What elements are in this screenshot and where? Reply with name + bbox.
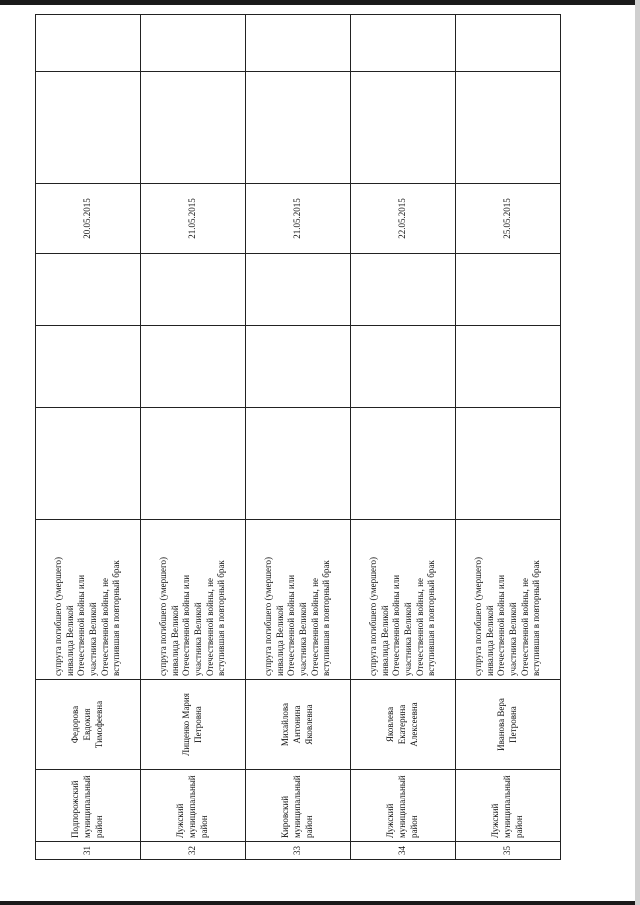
empty-cell [351, 408, 456, 520]
status-cell [141, 520, 246, 680]
empty-cell [246, 408, 351, 520]
person-name-cell-line: Яковлева [385, 706, 396, 743]
status-cell-line: участника Великой [193, 602, 203, 676]
person-name-cell-line: Алексеевна [408, 702, 419, 747]
table-row [351, 15, 456, 860]
status-cell [246, 520, 351, 680]
status-cell-line: инвалида Великой [64, 605, 75, 676]
district-cell-line: район [408, 815, 419, 838]
status-cell [351, 520, 456, 680]
scan-edge-top [0, 0, 640, 5]
empty-cell [456, 15, 561, 72]
table-body [36, 15, 561, 860]
person-name-cell-line: Евдокия [82, 708, 93, 741]
empty-cell [36, 326, 141, 408]
district-cell-line: муниципальный [187, 775, 198, 838]
empty-cell [351, 15, 456, 72]
empty-cell [246, 254, 351, 326]
status-cell-line: участника Великой [403, 602, 413, 676]
status-cell-line: Отечественной войны, не [414, 578, 425, 676]
row-number-cell: 31 [36, 842, 141, 860]
district-cell [246, 770, 351, 842]
district-cell-line: Кировский [280, 795, 291, 838]
status-cell-line: вступившая в повторный брак [321, 560, 332, 676]
person-name-cell-line: Екатерина [397, 704, 408, 745]
person-name-cell [141, 680, 246, 770]
status-cell-line: участника Великой [298, 602, 308, 676]
person-name-cell [456, 680, 561, 770]
status-cell-line: Отечественной войны или [181, 574, 192, 676]
table-row [246, 15, 351, 860]
status-cell-line: инвалида Великой [379, 605, 390, 676]
recipients-table [35, 14, 561, 860]
status-cell-line: Отечественной войны, не [519, 578, 530, 676]
district-cell [36, 770, 141, 842]
district-cell-line: Лужский [490, 803, 501, 838]
person-name-cell-line: Михайлова [280, 702, 291, 747]
district-cell-line: муниципальный [397, 775, 408, 838]
empty-cell [36, 408, 141, 520]
empty-cell [36, 254, 141, 326]
status-cell-line: инвалида Великой [169, 605, 180, 676]
status-cell-line: супруга погибшего (умершего) [52, 556, 63, 676]
district-cell-line: муниципальный [82, 775, 93, 838]
date-cell: 21.05.2015 [141, 184, 246, 254]
person-name-cell-line: Яковлевна [303, 704, 314, 745]
district-cell-line: муниципальный [292, 775, 303, 838]
district-cell-line: Лужский [385, 803, 396, 838]
scan-edge-right [635, 0, 640, 905]
district-cell [141, 770, 246, 842]
status-cell-line: Отечественной войны, не [204, 578, 215, 676]
status-cell-line: Отечественной войны или [76, 574, 87, 676]
person-name-cell [246, 680, 351, 770]
status-cell-line: инвалида Великой [274, 605, 285, 676]
date-cell: 20.05.2015 [36, 184, 141, 254]
person-name-cell-line: Лищенко Мария [181, 693, 192, 756]
table-row [36, 15, 141, 860]
status-cell-line: супруга погибшего (умершего) [157, 556, 168, 676]
person-name-cell-line: Петровна [508, 706, 518, 743]
empty-cell [36, 15, 141, 72]
empty-cell [36, 72, 141, 184]
status-cell-line: участника Великой [88, 602, 98, 676]
table-row [456, 15, 561, 860]
status-cell-line: супруга погибшего (умершего) [262, 556, 273, 676]
person-name-cell-line: Иванова Вера [496, 698, 507, 751]
empty-cell [141, 254, 246, 326]
status-cell-line: вступившая в повторный брак [111, 560, 122, 676]
person-name-cell-line: Петровна [193, 706, 203, 743]
district-cell-line: район [93, 815, 104, 838]
status-cell-line: вступившая в повторный брак [426, 560, 437, 676]
district-cell-line: Подпорожский [70, 780, 81, 838]
empty-cell [456, 254, 561, 326]
person-name-cell [36, 680, 141, 770]
district-cell-line: район [513, 815, 524, 838]
row-number-cell: 35 [456, 842, 561, 860]
status-cell [36, 520, 141, 680]
status-cell-line: Отечественной войны, не [309, 578, 320, 676]
district-cell [456, 770, 561, 842]
status-cell-line: Отечественной войны или [391, 574, 402, 676]
status-cell-line: супруга погибшего (умершего) [472, 556, 483, 676]
empty-cell [246, 72, 351, 184]
empty-cell [141, 408, 246, 520]
scan-edge-bottom [0, 901, 640, 905]
status-cell-line: инвалида Великой [484, 605, 495, 676]
empty-cell [246, 15, 351, 72]
date-cell: 22.05.2015 [351, 184, 456, 254]
date-cell: 25.05.2015 [456, 184, 561, 254]
district-cell-line: муниципальный [502, 775, 513, 838]
status-cell-line: Отечественной войны или [286, 574, 297, 676]
empty-cell [351, 254, 456, 326]
row-number-cell: 33 [246, 842, 351, 860]
status-cell-line: участника Великой [508, 602, 518, 676]
district-cell-line: район [198, 815, 209, 838]
date-cell: 21.05.2015 [246, 184, 351, 254]
table-row [141, 15, 246, 860]
person-name-cell-line: Антонина [292, 705, 303, 744]
district-cell-line: Лужский [175, 803, 186, 838]
status-cell-line: Отечественной войны, не [99, 578, 110, 676]
status-cell-line: Отечественной войны или [496, 574, 507, 676]
status-cell-line: вступившая в повторный брак [531, 560, 542, 676]
empty-cell [456, 326, 561, 408]
empty-cell [246, 326, 351, 408]
person-name-cell-line: Тимофеевна [93, 700, 104, 749]
empty-cell [141, 72, 246, 184]
person-name-cell-line: Федорова [70, 705, 81, 744]
rotated-document-sheet [35, 15, 561, 860]
district-cell-line: район [303, 815, 314, 838]
status-cell-line: вступившая в повторный брак [216, 560, 227, 676]
empty-cell [351, 72, 456, 184]
empty-cell [456, 72, 561, 184]
person-name-cell [351, 680, 456, 770]
empty-cell [456, 408, 561, 520]
row-number-cell: 32 [141, 842, 246, 860]
status-cell [456, 520, 561, 680]
empty-cell [351, 326, 456, 408]
empty-cell [141, 15, 246, 72]
row-number-cell: 34 [351, 842, 456, 860]
district-cell [351, 770, 456, 842]
status-cell-line: супруга погибшего (умершего) [367, 556, 378, 676]
empty-cell [141, 326, 246, 408]
